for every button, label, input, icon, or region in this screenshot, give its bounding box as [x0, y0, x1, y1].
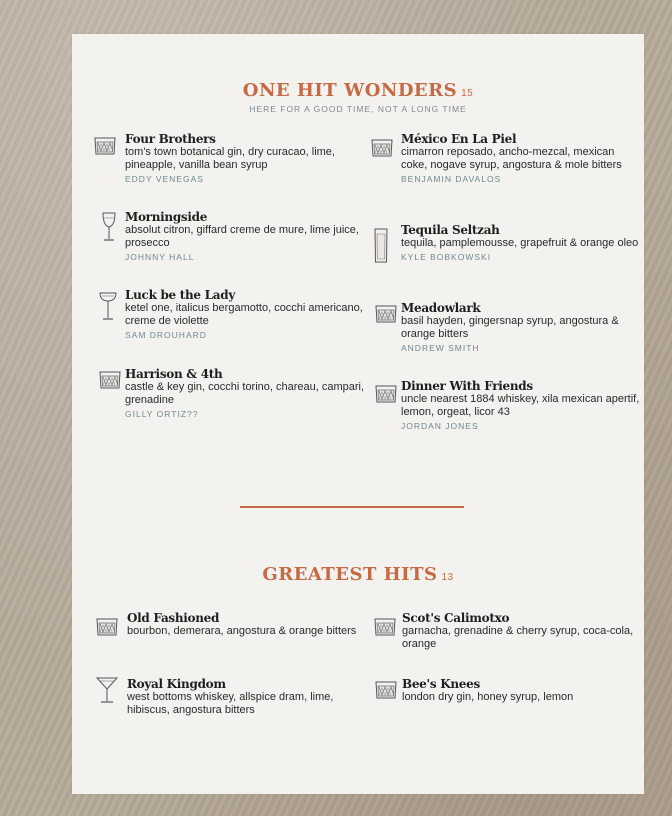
- item-description: absolut citron, giffard creme de mure, lime juice, prosecco: [125, 224, 359, 249]
- menu-item-morningside: [125, 210, 365, 263]
- item-author: EDDY VENEGAS: [125, 174, 204, 184]
- wine-glass-icon: [100, 212, 118, 242]
- section-title-text: GREATEST HITS: [262, 564, 438, 585]
- highball-glass-icon: [374, 228, 388, 264]
- item-author: JOHNNY HALL: [125, 252, 195, 262]
- rocks-glass-icon: [96, 616, 118, 638]
- menu-page: [72, 34, 644, 794]
- item-name: Scot's Calimotxo: [402, 611, 510, 625]
- item-description: london dry gin, honey syrup, lemon: [402, 691, 574, 703]
- item-name: Meadowlark: [401, 301, 481, 315]
- item-name: México En La Piel: [401, 132, 517, 146]
- menu-item-four-brothers: [125, 132, 365, 185]
- item-description: bourbon, demerara, angostura & orange bitters: [127, 625, 357, 637]
- item-author: SAM DROUHARD: [125, 330, 207, 340]
- item-description: uncle nearest 1884 whiskey, xila mexican apertif, lemon, orgeat, licor 43: [401, 393, 640, 418]
- section-subtitle: HERE FOR A GOOD TIME, NOT A LONG TIME: [249, 104, 467, 114]
- rocks-glass-icon: [371, 137, 393, 159]
- item-name: Old Fashioned: [127, 611, 220, 625]
- section-title-greatest-hits: [72, 564, 644, 585]
- item-author: KYLE BOBKOWSKI: [401, 252, 492, 262]
- section-count: 13: [441, 572, 454, 583]
- section-title-one-hit-wonders: [72, 80, 644, 101]
- item-description: ketel one, italicus bergamotto, cocchi americano, creme de violette: [125, 302, 363, 327]
- section-divider: [240, 506, 464, 508]
- coupe-glass-icon: [99, 291, 117, 321]
- item-author: JORDAN JONES: [401, 421, 479, 431]
- item-description: cimarron reposado, ancho-mezcal, mexican coke, nogave syrup, angostura & mole bitters: [401, 146, 622, 171]
- item-description: west bottoms whiskey, allspice dram, lime, hibiscus, angostura bitters: [127, 691, 334, 716]
- rocks-glass-icon: [99, 369, 121, 391]
- rocks-glass-icon: [375, 679, 397, 701]
- rocks-glass-icon: [94, 135, 116, 157]
- item-author: GILLY ORTIZ??: [125, 409, 199, 419]
- item-name: Dinner With Friends: [401, 379, 533, 393]
- item-description: tequila, pamplemousse, grapefruit & orange oleo: [401, 237, 639, 249]
- menu-item-tequila-seltzah: [401, 223, 641, 263]
- section-title-text: ONE HIT WONDERS: [242, 80, 458, 101]
- menu-item-meadowlark: [401, 301, 641, 354]
- menu-item-royal-kingdom: [127, 677, 367, 717]
- item-description: tom's town botanical gin, dry curacao, lime, pineapple, vanilla bean syrup: [125, 146, 335, 171]
- item-name: Royal Kingdom: [127, 677, 226, 691]
- rocks-glass-icon: [375, 303, 397, 325]
- item-author: ANDREW SMITH: [401, 343, 480, 353]
- menu-item-harrison-4th: [125, 367, 365, 420]
- item-name: Harrison & 4th: [125, 367, 223, 381]
- menu-item-dinner-with-friends: [401, 379, 641, 432]
- rocks-glass-icon: [374, 616, 396, 638]
- menu-item-bees-knees: [402, 677, 642, 704]
- item-name: Bee's Knees: [402, 677, 480, 691]
- menu-item-scots-calimotxo: [402, 611, 642, 651]
- item-name: Luck be the Lady: [125, 288, 236, 302]
- item-name: Four Brothers: [125, 132, 216, 146]
- martini-glass-icon: [96, 676, 118, 704]
- item-description: basil hayden, gingersnap syrup, angostura & orange bitters: [401, 315, 619, 340]
- item-description: castle & key gin, cocchi torino, chareau, campari, grenadine: [125, 381, 365, 406]
- item-name: Morningside: [125, 210, 208, 224]
- item-description: garnacha, grenadine & cherry syrup, coca-cola, orange: [402, 625, 634, 650]
- section-count: 15: [461, 88, 474, 99]
- rocks-glass-icon: [375, 383, 397, 405]
- menu-item-old-fashioned: [127, 611, 367, 638]
- menu-item-mexico-en-la-piel: [401, 132, 641, 185]
- menu-item-luck-be-the-lady: [125, 288, 365, 341]
- item-author: BENJAMIN DAVALOS: [401, 174, 502, 184]
- item-name: Tequila Seltzah: [401, 223, 500, 237]
